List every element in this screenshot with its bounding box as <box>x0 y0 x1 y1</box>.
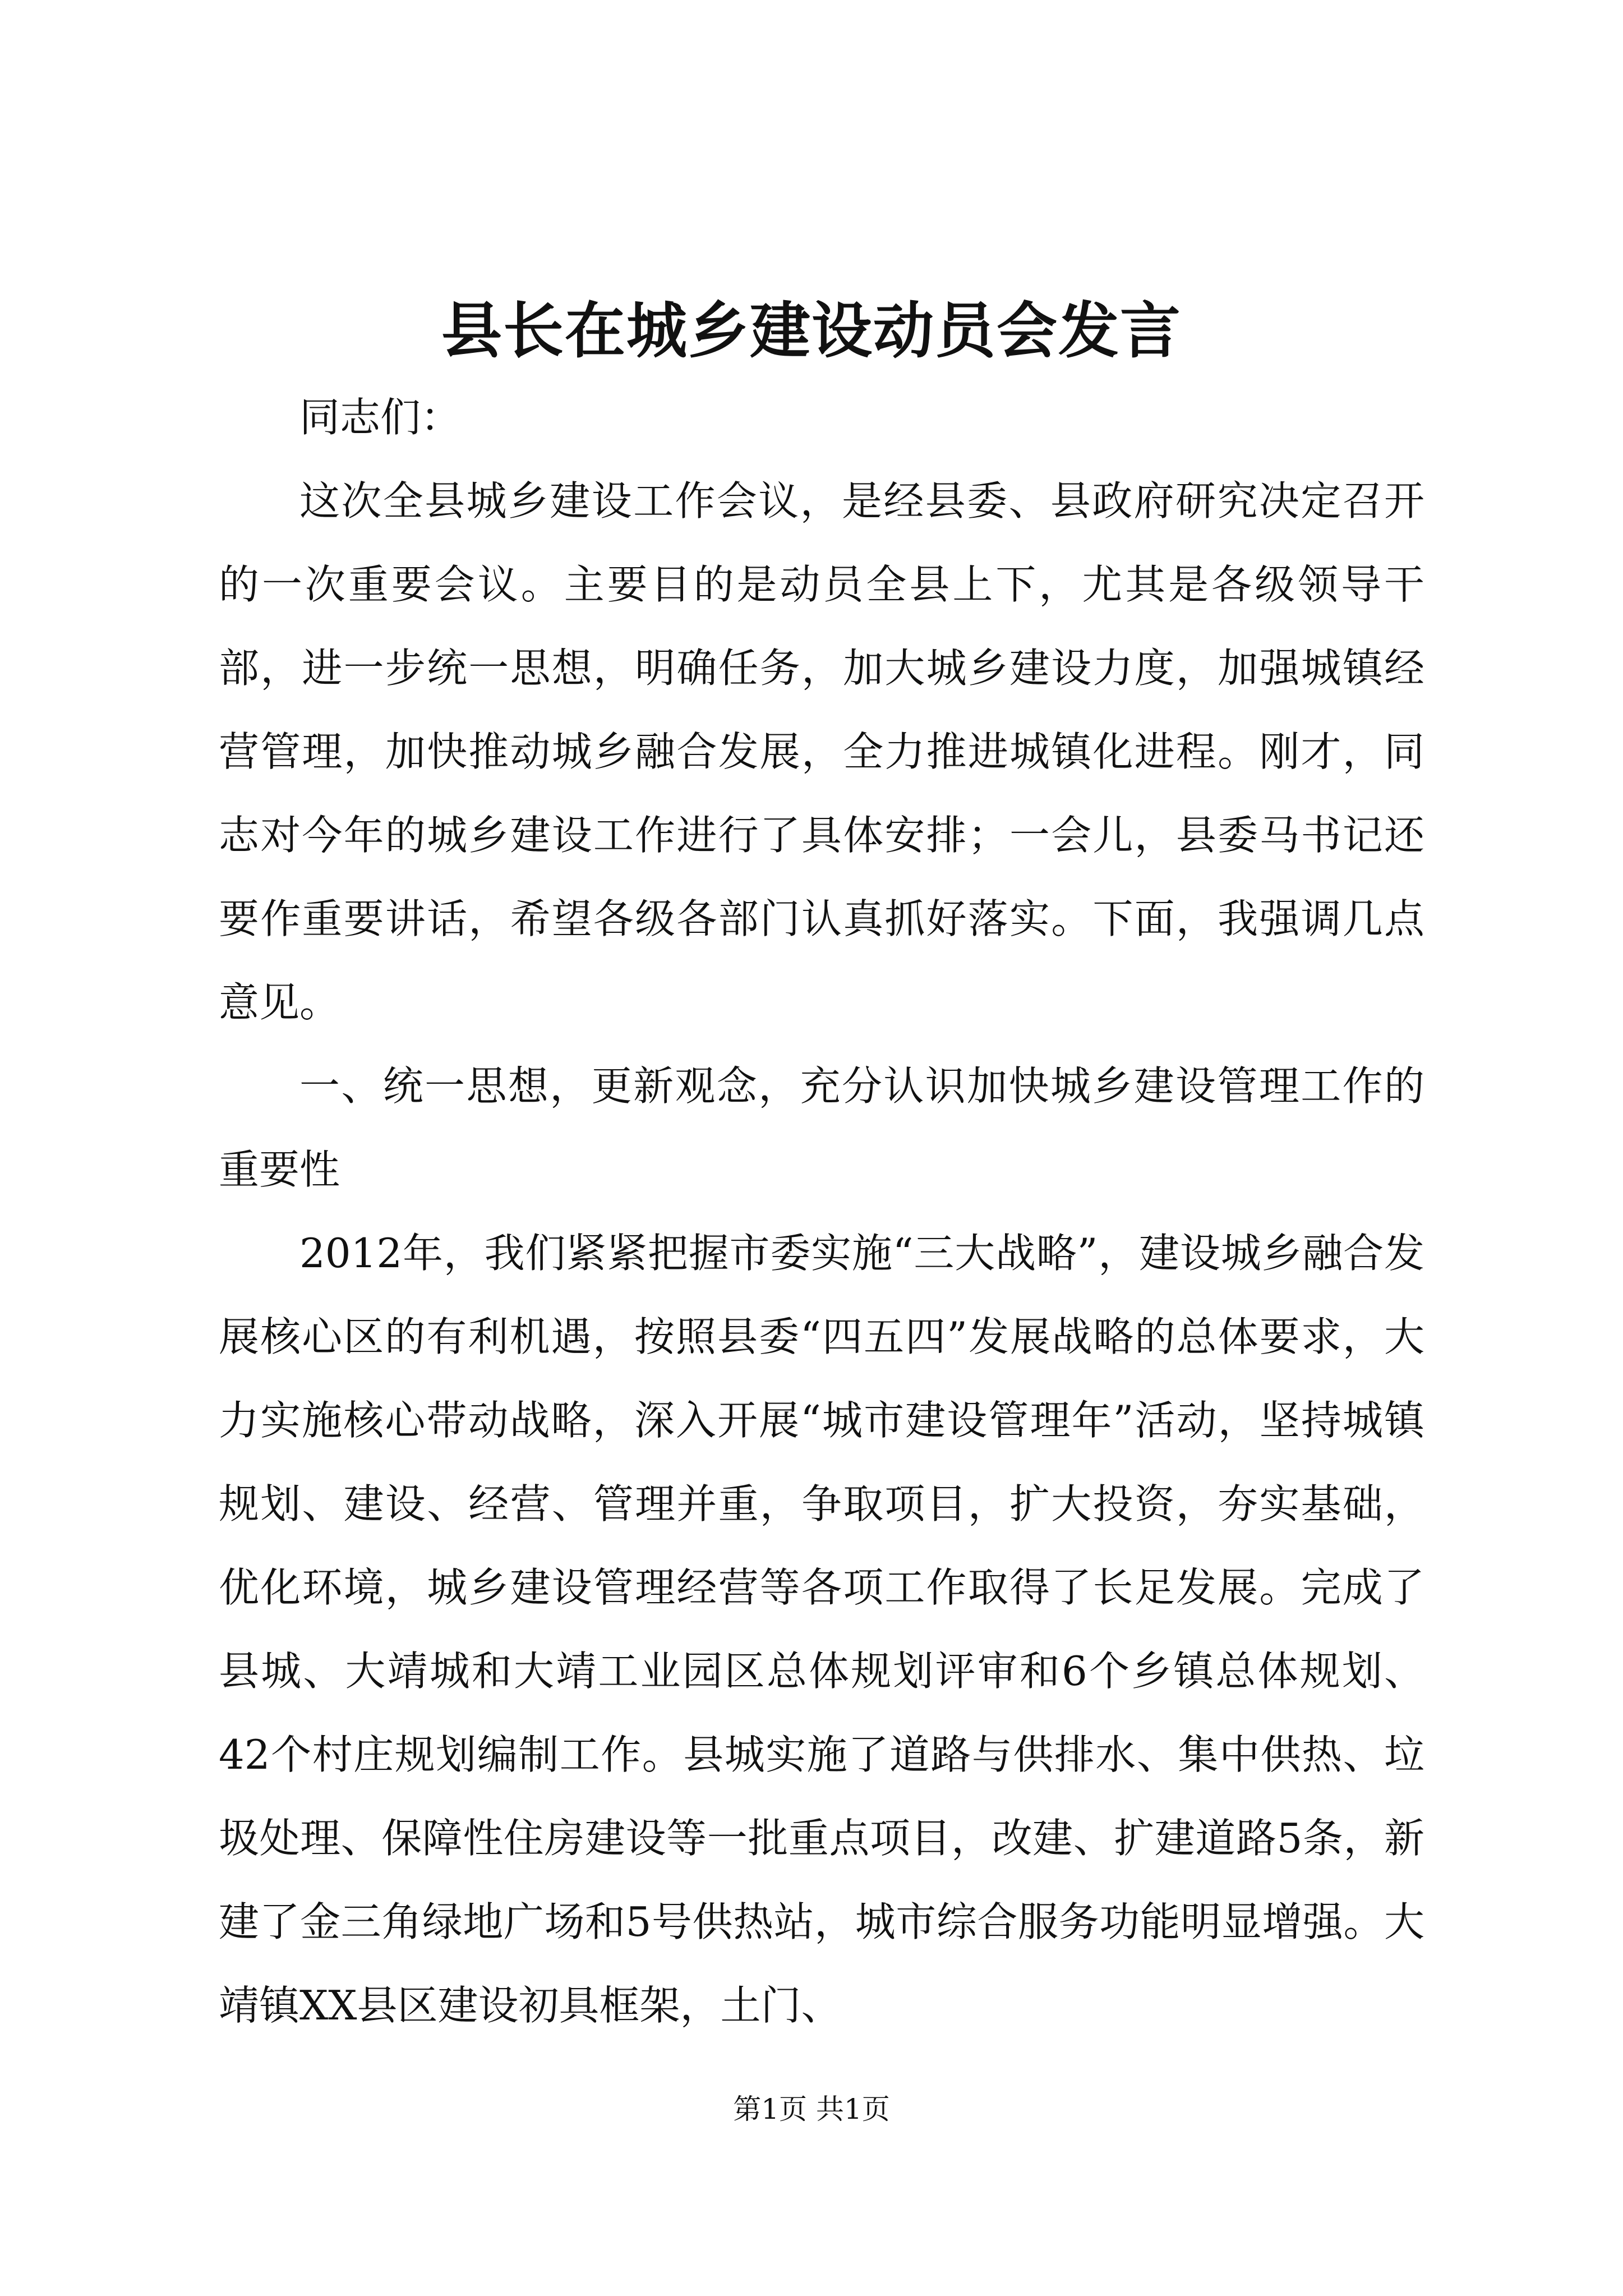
document-title: 县长在城乡建设动员会发言 <box>441 296 1182 366</box>
salutation-paragraph: 同志们： <box>299 394 462 441</box>
section-1-paragraph: 2012年，我们紧紧把握市委实施“三大战略”，建设城乡融合发展核心区的有利机遇，按照县委“四五四”发展战略的总体要求，大力实施核心带动战略，深入开展“城市建设管理年”活动，坚持城镇规划、建设、经营、管理并重，争取项目，扩大投资，夯实基础，优化环境，城乡建设管理经营等各项工作取得了长足发展。完成了县城、大靖城和大靖工业园区总体规划评审和6个乡镇总体规划、42个村庄规划编制工作。县城实施了道路与供排水、集中供热、垃圾处理、保障性住房建设等一批重点项目，改建、扩建道路5条，新建了金三角绿地广场和5号供热站，城市综合服务功能明显增强。大靖镇XX县区建设初具框架，土门、 <box>219 1230 1424 2029</box>
intro-paragraph: 这次全县城乡建设工作会议，是经县委、县政府研究决定召开的一次重要会议。主要目的是动员全县上下，尤其是各级领导干部，进一步统一思想，明确任务，加大城乡建设力度，加强城镇经营管理，加快推动城乡融合发展，全力推进城镇化进程。刚才，同志对今年的城乡建设工作进行了具体安排；一会儿，县委马书记还要作重要讲话，希望各级各部门认真抓好落实。下面，我强调几点意见。 <box>219 477 1424 1026</box>
document-body <box>219 376 1424 2047</box>
section-heading-1: 一、统一思想，更新观念，充分认识加快城乡建设管理工作的重要性 <box>219 1062 1424 1193</box>
page-footer: 第1页 共1页 <box>733 2093 890 2125</box>
